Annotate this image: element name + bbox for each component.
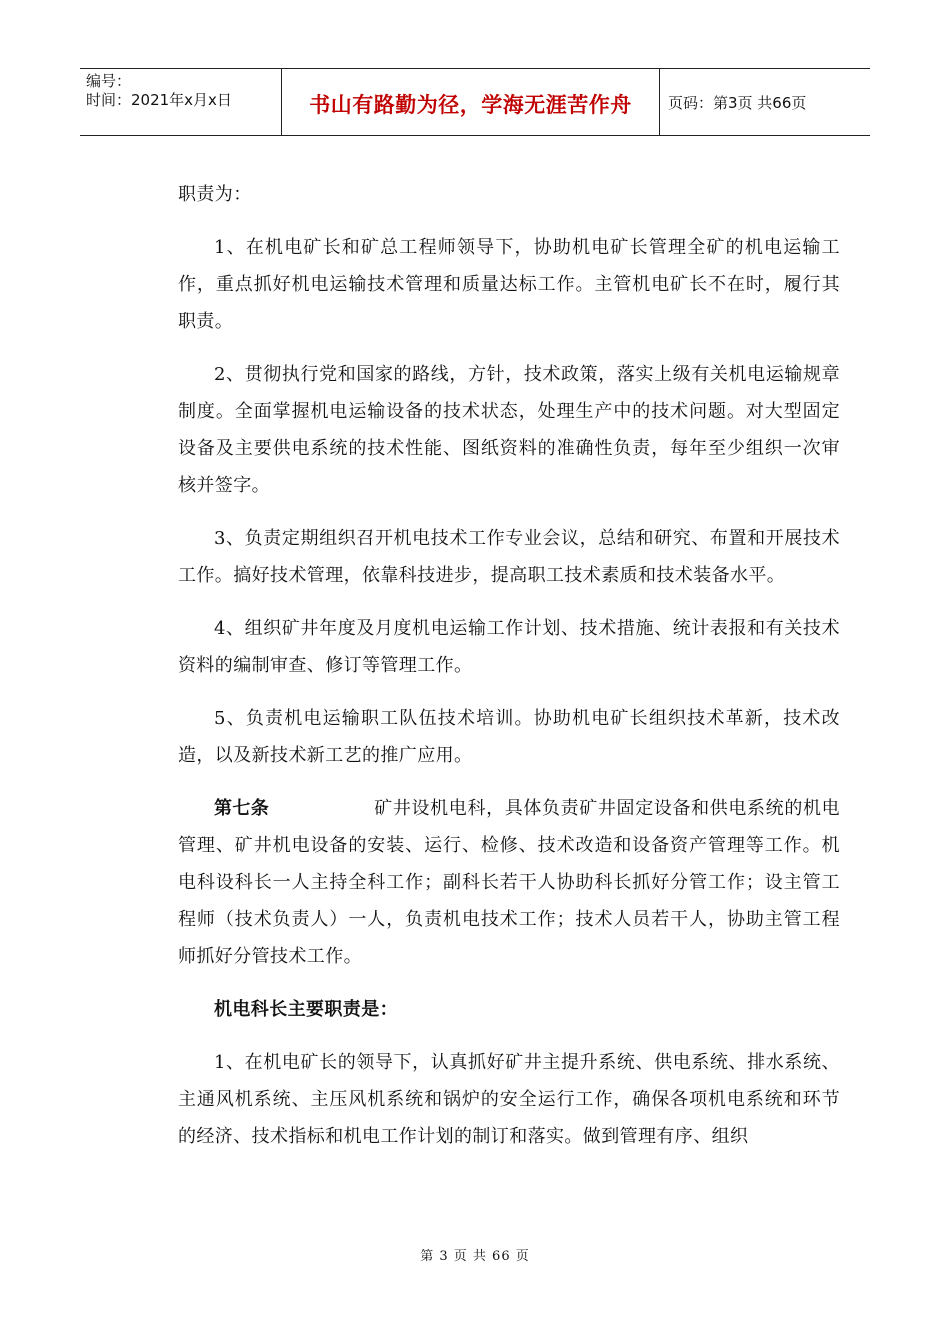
article-7-paragraph [178,790,840,975]
duty-paragraph-5: 5、负责机电运输职工队伍技术培训。协助机电矿长组织技术革新，技术改造，以及新技术新工艺的推广应用。 [178,708,840,766]
section-duty-paragraph-1: 1、在机电矿长的领导下，认真抓好矿井主提升系统、供电系统、排水系统、主通风机系统、主压风机系统和锅炉的安全运行工作，确保各项机电系统和环节的经济、技术指标和机电工作计划的制订和落实。做到管理有序、组织 [178,1052,840,1147]
article-7-text: 矿井设机电科，具体负责矿井固定设备和供电系统的机电管理、矿井机电设备的安装、运行、检修、技术改造和设备资产管理等工作。机电科设科长一人主持全科工作；副科长若干人协助科长抓好分管工作；设主管工程师（技术负责人）一人，负责机电技术工作；技术人员若干人，协助主管工程师抓好分管技术工作。 [178,798,840,967]
document-number-label: 编号： [86,72,132,90]
document-time-label: 时间：2021年x月x日 [86,91,232,109]
document-body [178,176,840,1171]
header-page-info: 页码：第3页 共66页 [668,93,807,112]
header-page-cell [660,69,870,135]
header-motto-cell [282,69,660,135]
duty-paragraph-3: 3、负责定期组织召开机电技术工作专业会议，总结和研究、布置和开展技术工作。搞好技术管理，依靠科技进步，提高职工技术素质和技术装备水平。 [178,528,840,586]
section-heading: 机电科长主要职责是： [214,999,398,1020]
page-footer: 第 3 页 共 66 页 [420,1249,530,1264]
header-motto: 书山有路勤为径，学海无涯苦作舟 [309,93,632,117]
duties-intro: 职责为： [178,184,252,205]
duty-paragraph-1: 1、在机电矿长和矿总工程师领导下，协助机电矿长管理全矿的机电运输工作，重点抓好机电运输技术管理和质量达标工作。主管机电矿长不在时，履行其职责。 [178,237,840,332]
header-meta-cell [80,69,282,135]
document-header [80,68,870,136]
duty-paragraph-2: 2、贯彻执行党和国家的路线，方针，技术政策，落实上级有关机电运输规章制度。全面掌握机电运输设备的技术状态，处理生产中的技术问题。对大型固定设备及主要供电系统的技术性能、图纸资料的准确性负责，每年至少组织一次审核并签字。 [178,364,840,496]
article-7-label: 第七条 [214,798,270,819]
duty-paragraph-4: 4、组织矿井年度及月度机电运输工作计划、技术措施、统计表报和有关技术资料的编制审查、修订等管理工作。 [178,618,840,676]
